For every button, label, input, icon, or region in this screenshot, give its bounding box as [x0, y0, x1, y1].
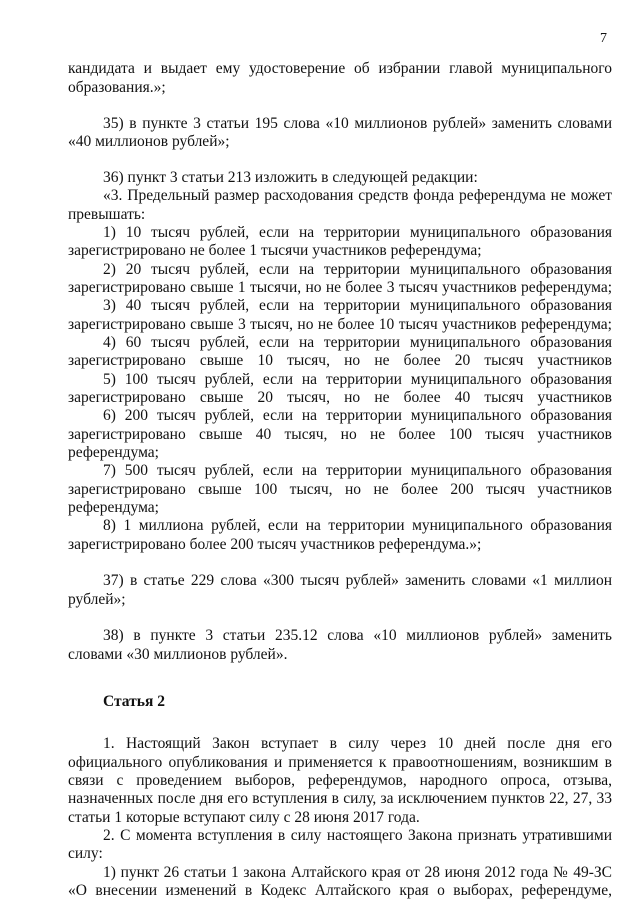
text-line: 37) в статье 229 слова «300 тысяч рублей» заменить словами «1 миллион — [103, 572, 612, 590]
text-line: зарегистрировано свыше 3 тысяч, но не более 10 тысяч участников референдума; — [68, 315, 612, 333]
text-line: 1) 10 тысяч рублей, если на территории муниципального образования — [103, 224, 612, 241]
text-line: 1. Настоящий Закон вступает в силу через 10 дней после дня его — [103, 735, 612, 753]
text-line: 4) 60 тысяч рублей, если на территории муниципального образования — [103, 334, 612, 351]
text-line: зарегистрировано свыше 40 тысяч, но не более 100 тысяч участников — [68, 425, 612, 443]
text-line: референдума; — [68, 444, 159, 461]
text-line: статьи 1 которые вступают силу с 28 июня 2017 года. — [68, 808, 420, 826]
text-line: 2. С момента вступления в силу настоящего Закона признать утратившими — [103, 827, 612, 844]
text-line: зарегистрировано свыше 10 тысяч, но не более 20 тысяч участников — [68, 352, 612, 370]
text-line: назначенных после дня его вступления в силу, за исключением пунктов 22, 27, 33 — [68, 790, 612, 808]
text-line: зарегистрировано более 200 тысяч участников референдума.»; — [68, 535, 482, 553]
text-line: 36) пункт 3 статьи 213 изложить в следующей редакции: — [103, 169, 478, 186]
text-line: рублей»; — [68, 590, 126, 608]
text-line: 38) в пункте 3 статьи 235.12 слова «10 миллионов рублей» заменить — [103, 627, 612, 645]
text-line: 35) в пункте 3 статьи 195 слова «10 миллионов рублей» заменить словами — [103, 115, 612, 132]
text-line: 2) 20 тысяч рублей, если на территории муниципального образования — [103, 260, 612, 278]
page-number: 7 — [600, 31, 607, 46]
text-line: 1) пункт 26 статьи 1 закона Алтайского края от 28 июня 2012 года № 49-ЗС — [103, 863, 612, 881]
text-line: связи с проведением выборов, референдумов, народного опроса, отзыва, — [68, 772, 612, 789]
text-line: словами «30 миллионов рублей». — [68, 645, 288, 663]
text-line: «3. Предельный размер расходования средств фонда референдума не может — [103, 187, 612, 205]
text-line: 6) 200 тысяч рублей, если на территории муниципального образования — [103, 407, 612, 425]
text-line: кандидата и выдает ему удостоверение об избрании главой муниципального — [68, 60, 612, 77]
text-line: зарегистрировано свыше 20 тысяч, но не более 40 тысяч участников — [68, 389, 612, 406]
text-line: образования.»; — [68, 79, 166, 97]
text-line: зарегистрировано свыше 100 тысяч, но не более 200 тысяч участников — [68, 480, 612, 498]
text-line: силу: — [68, 845, 103, 863]
text-line: 8) 1 миллиона рублей, если на территории муниципального образования — [103, 517, 612, 535]
text-line: официального опубликования и применяется к правоотношениям, возникшим в — [68, 753, 612, 771]
text-line: 3) 40 тысяч рублей, если на территории муниципального образования — [103, 297, 612, 315]
text-line: зарегистрировано не более 1 тысячи участников референдума; — [68, 242, 482, 260]
article-heading: Статья 2 — [103, 692, 165, 710]
text-line: превышать: — [68, 205, 146, 223]
text-line: «О внесении изменений в Кодекс Алтайского края о выборах, референдуме, — [68, 882, 612, 899]
text-line: зарегистрировано свыше 1 тысячи, но не более 3 тысяч участников референдума; — [68, 279, 612, 296]
text-line: референдума; — [68, 499, 159, 516]
text-line: 5) 100 тысяч рублей, если на территории муниципального образования — [103, 370, 612, 388]
text-line: 7) 500 тысяч рублей, если на территории муниципального образования — [103, 462, 612, 480]
text-line: «40 миллионов рублей»; — [68, 133, 230, 151]
